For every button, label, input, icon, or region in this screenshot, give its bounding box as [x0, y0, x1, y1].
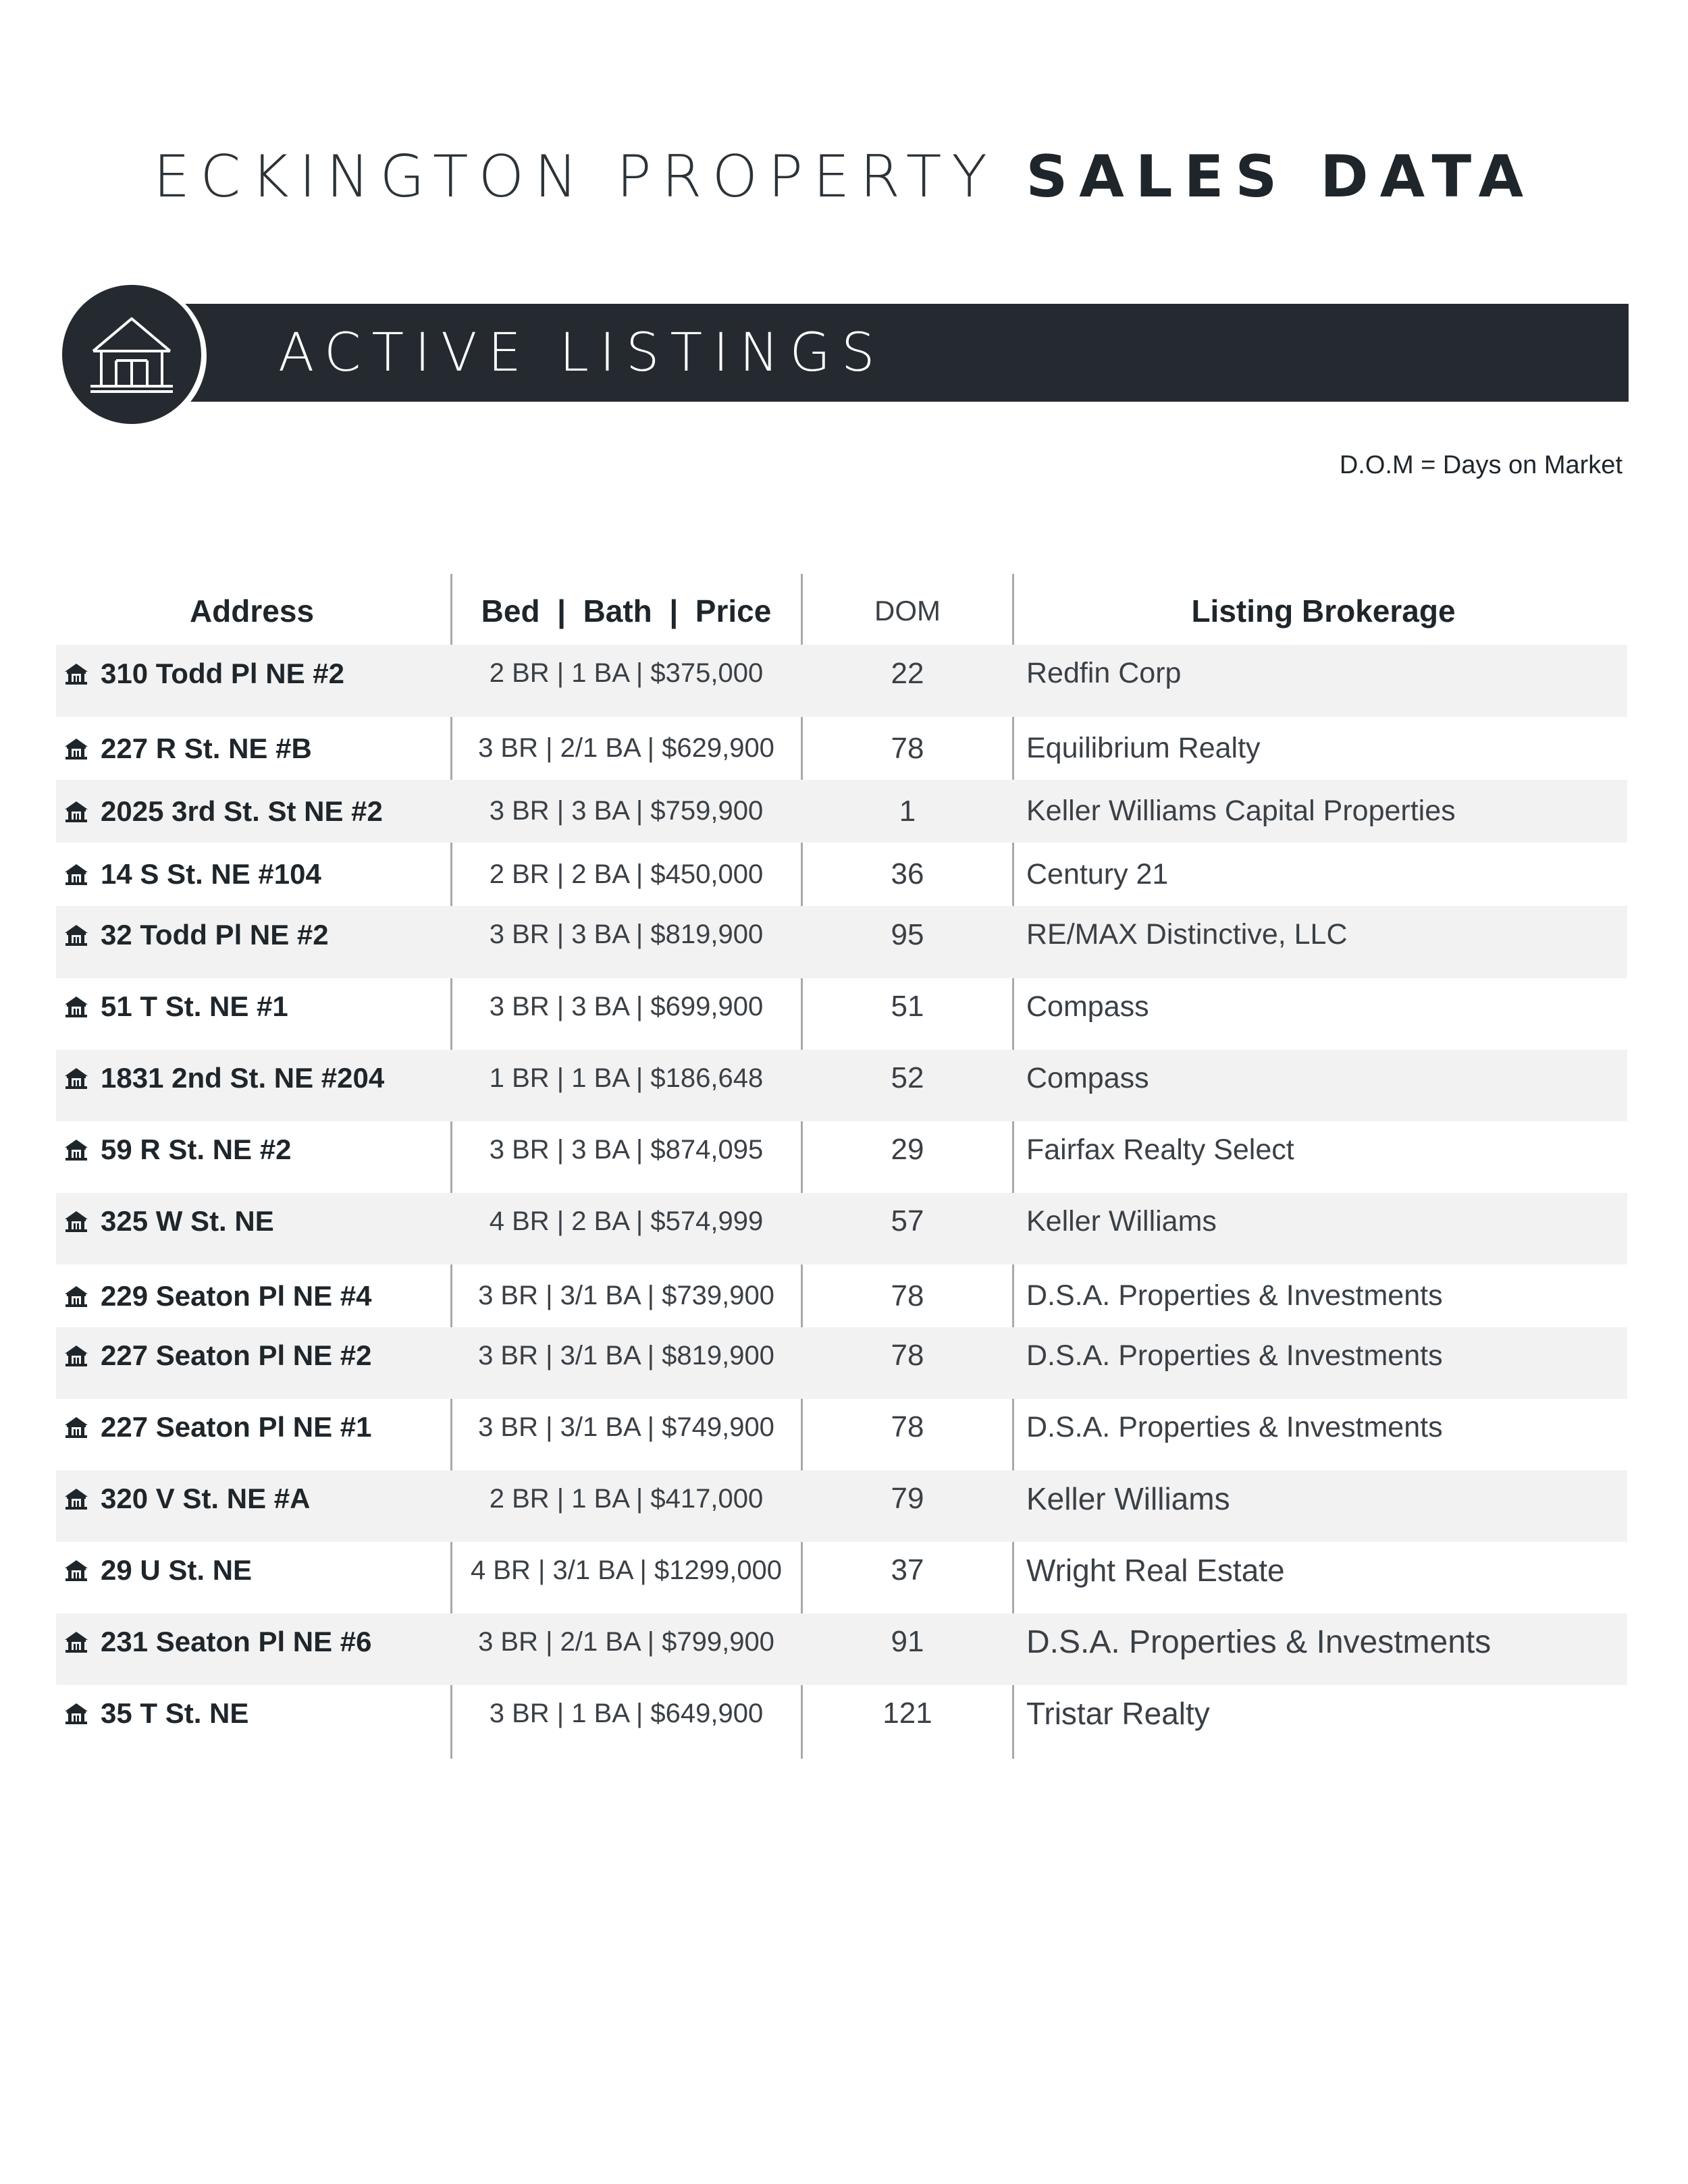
address-text: 227 R St. NE #B: [101, 732, 312, 764]
dom-cell: 37: [891, 1553, 924, 1587]
brokerage-cell: Compass: [1026, 1061, 1149, 1094]
dom-cell: 78: [891, 1410, 924, 1443]
house-icon: [64, 1630, 88, 1653]
brokerage-cell: Wright Real Estate: [1026, 1553, 1285, 1588]
address-cell: [56, 717, 456, 780]
address-cell: [56, 978, 448, 1050]
table-row: [56, 1685, 1627, 1757]
address-text: 59 R St. NE #2: [101, 1134, 292, 1165]
address-cell: [56, 1264, 456, 1327]
address-text: 227 Seaton Pl NE #2: [101, 1339, 372, 1371]
details-cell: 3 BR | 2/1 BA | $629,900: [478, 733, 774, 763]
address-text: 2025 3rd St. St NE #2: [101, 795, 383, 827]
house-icon: [64, 1138, 88, 1161]
table-row: [56, 1399, 1627, 1470]
table-row: [56, 1264, 1627, 1327]
section-title: ACTIVE LISTINGS: [278, 323, 886, 383]
dom-cell: 121: [882, 1697, 932, 1730]
brokerage-cell: D.S.A. Properties & Investments: [1026, 1279, 1443, 1312]
table-row: [56, 1542, 1627, 1614]
address-cell: [56, 1399, 448, 1470]
dom-cell: 95: [891, 917, 924, 951]
brokerage-cell: Century 21: [1026, 857, 1169, 890]
table-row: [56, 1121, 1627, 1193]
address-text: 229 Seaton Pl NE #4: [101, 1279, 372, 1312]
dom-cell: 36: [891, 857, 924, 890]
dom-cell: 29: [891, 1133, 924, 1166]
house-icon: [64, 1285, 88, 1308]
house-icon: [64, 1416, 88, 1439]
address-text: 1831 2nd St. NE #204: [101, 1062, 385, 1094]
address-cell: [56, 906, 448, 978]
address-cell: [56, 1327, 448, 1399]
details-cell: 2 BR | 1 BA | $417,000: [489, 1483, 764, 1514]
address-text: 310 Todd Pl NE #2: [101, 657, 344, 689]
house-icon: [64, 995, 88, 1018]
header-dom: DOM: [874, 595, 941, 627]
dom-legend: D.O.M = Days on Market: [1339, 451, 1623, 479]
address-text: 29 U St. NE: [101, 1554, 253, 1586]
address-text: 320 V St. NE #A: [101, 1483, 311, 1514]
address-cell: [56, 1121, 448, 1193]
brokerage-cell: Equilibrium Realty: [1026, 732, 1261, 764]
address-cell: [56, 843, 456, 906]
details-cell: 2 BR | 2 BA | $450,000: [489, 859, 764, 889]
table-row: [56, 1614, 1627, 1685]
table-row: [56, 1470, 1627, 1542]
brokerage-cell: D.S.A. Properties & Investments: [1026, 1339, 1443, 1372]
brokerage-cell: Redfin Corp: [1026, 657, 1182, 689]
house-icon: [64, 1487, 88, 1510]
address-cell: [56, 1050, 448, 1121]
address-cell: [56, 1685, 448, 1757]
table-row: [56, 1050, 1627, 1121]
dom-cell: 22: [891, 656, 924, 690]
dom-cell: 52: [891, 1061, 924, 1094]
house-icon: [64, 1559, 88, 1582]
brokerage-cell: Tristar Realty: [1026, 1696, 1210, 1731]
details-cell: 3 BR | 3 BA | $699,900: [489, 991, 764, 1021]
brokerage-cell: Compass: [1026, 990, 1149, 1023]
address-text: 14 S St. NE #104: [101, 858, 321, 890]
details-cell: 3 BR | 3/1 BA | $739,900: [478, 1281, 774, 1310]
table-row: [56, 717, 1627, 780]
details-cell: 3 BR | 3 BA | $759,900: [489, 796, 764, 826]
details-cell: 2 BR | 1 BA | $375,000: [489, 658, 764, 688]
page-title-light: ECKINGTON PROPERTY: [153, 143, 997, 211]
table-row: [56, 978, 1627, 1050]
house-icon: [64, 924, 88, 947]
dom-cell: 78: [891, 731, 924, 765]
details-cell: 4 BR | 2 BA | $574,999: [489, 1206, 764, 1236]
house-icon: [64, 1702, 88, 1725]
house-icon: [88, 311, 176, 398]
brokerage-cell: D.S.A. Properties & Investments: [1026, 1624, 1492, 1660]
header-brokerage: Listing Brokerage: [1191, 593, 1456, 629]
house-icon: [64, 737, 88, 760]
address-text: 32 Todd Pl NE #2: [101, 918, 329, 951]
details-cell: 3 BR | 2/1 BA | $799,900: [478, 1626, 774, 1657]
details-cell: 3 BR | 1 BA | $649,900: [489, 1698, 764, 1728]
house-icon: [64, 800, 88, 823]
table-row: [56, 780, 1627, 843]
brokerage-cell: Keller Williams Capital Properties: [1026, 795, 1456, 827]
address-text: 35 T St. NE: [101, 1697, 249, 1729]
house-icon: [64, 863, 88, 886]
dom-cell: 79: [891, 1482, 924, 1515]
table-row: [56, 1327, 1627, 1399]
address-cell: [56, 645, 448, 717]
table-row: [56, 1193, 1627, 1264]
address-cell: [56, 780, 456, 843]
details-cell: 3 BR | 3 BA | $874,095: [489, 1134, 764, 1165]
details-cell: 3 BR | 3/1 BA | $819,900: [478, 1340, 774, 1370]
dom-cell: 78: [891, 1279, 924, 1312]
details-cell: 3 BR | 3/1 BA | $749,900: [478, 1412, 774, 1442]
brokerage-cell: Keller Williams: [1026, 1204, 1217, 1237]
address-text: 51 T St. NE #1: [101, 990, 288, 1022]
address-text: 231 Seaton Pl NE #6: [101, 1626, 372, 1657]
brokerage-cell: Keller Williams: [1026, 1481, 1230, 1516]
table-row: [56, 645, 1627, 717]
header-address: Address: [189, 593, 315, 629]
dom-cell: 78: [891, 1339, 924, 1372]
address-text: 227 Seaton Pl NE #1: [101, 1411, 372, 1443]
house-icon: [64, 1344, 88, 1367]
details-cell: 4 BR | 3/1 BA | $1299,000: [470, 1555, 783, 1585]
house-icon: [64, 1067, 88, 1090]
address-cell: [56, 1542, 448, 1614]
house-icon: [64, 1210, 88, 1233]
dom-cell: 51: [891, 990, 924, 1023]
address-cell: [56, 1614, 448, 1685]
page-title-bold: SALES DATA: [1026, 143, 1535, 211]
details-cell: 3 BR | 3 BA | $819,900: [489, 920, 764, 949]
address-cell: [56, 1470, 448, 1542]
address-text: 325 W St. NE: [101, 1205, 274, 1237]
page-title: [0, 143, 1688, 211]
section-badge: [62, 285, 201, 424]
dom-cell: 57: [891, 1204, 924, 1237]
address-cell: [56, 1193, 448, 1264]
brokerage-cell: RE/MAX Distinctive, LLC: [1026, 918, 1348, 951]
dom-cell: 1: [899, 794, 916, 828]
header-bed-bath-price: Bed | Bath | Price: [481, 593, 772, 629]
table-row: [56, 843, 1627, 906]
house-icon: [64, 662, 88, 685]
brokerage-cell: Fairfax Realty Select: [1026, 1133, 1294, 1166]
table-row: [56, 906, 1627, 978]
details-cell: 1 BR | 1 BA | $186,648: [489, 1063, 764, 1093]
brokerage-cell: D.S.A. Properties & Investments: [1026, 1410, 1443, 1443]
dom-cell: 91: [891, 1625, 924, 1658]
